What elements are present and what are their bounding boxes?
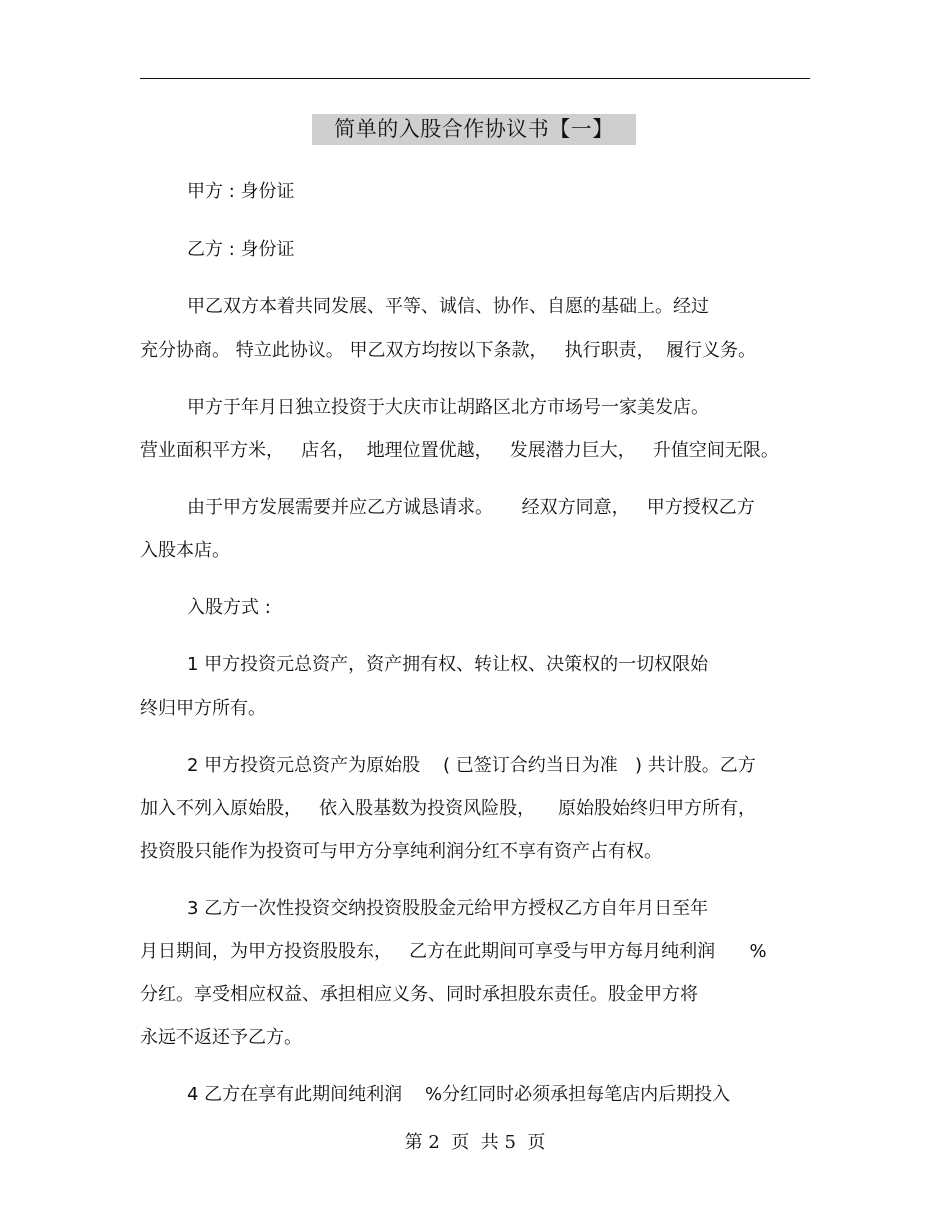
party-a-line: 甲方 : 身份证 xyxy=(187,181,295,202)
paragraph-line: 甲乙双方本着共同发展、平等、诚信、协作、自愿的基础上。经过 xyxy=(187,296,709,317)
header-rule xyxy=(140,78,810,79)
clause-3-line: 月日期间，为甲方投资股股东， 乙方在此期间可享受与甲方每月纯利润 % xyxy=(140,941,767,962)
clause-2-line: 2 甲方投资元总资产为原始股 ( 已签订合约当日为准 ) 共计股。乙方 xyxy=(187,755,756,776)
clause-4-line: 4 乙方在享有此期间纯利润 %分红同时必须承担每笔店内后期投入 xyxy=(187,1084,731,1105)
page-number: 第 2 页 共 5 页 xyxy=(404,1132,546,1153)
paragraph-line: 营业面积平方米， 店名， 地理位置优越， 发展潜力巨大， 升值空间无限。 xyxy=(140,440,779,461)
paragraph-line: 充分协商。 特立此协议。 甲乙双方均按以下条款， 执行职责， 履行义务。 xyxy=(140,340,757,361)
clause-2-line: 投资股只能作为投资可与甲方分享纯利润分红不享有资产占有权。 xyxy=(140,841,662,862)
clause-3-line: 分红。享受相应权益、承担相应义务、同时承担股东责任。股金甲方将 xyxy=(140,984,698,1005)
clause-2-line: 加入不列入原始股， 依入股基数为投资风险股， 原始股始终归甲方所有， xyxy=(140,798,757,819)
title-highlight xyxy=(312,114,636,145)
section-heading: 入股方式 : xyxy=(187,597,271,618)
clause-3-line: 永远不返还予乙方。 xyxy=(140,1027,302,1048)
clause-1-line: 1 甲方投资元总资产，资产拥有权、转让权、决策权的一切权限始 xyxy=(187,654,709,675)
clause-1-line: 终归甲方所有。 xyxy=(140,698,266,719)
clause-3-line: 3 乙方一次性投资交纳投资股股金元给甲方授权乙方自年月日至年 xyxy=(187,898,709,919)
paragraph-line: 入股本店。 xyxy=(140,540,230,561)
paragraph-line: 由于甲方发展需要并应乙方诚恳请求。 经双方同意， 甲方授权乙方 xyxy=(187,497,755,518)
paragraph-line: 甲方于年月日独立投资于大庆市让胡路区北方市场号一家美发店。 xyxy=(187,397,709,418)
party-b-line: 乙方 : 身份证 xyxy=(187,239,295,260)
document-title: 简单的入股合作协议书【一】 xyxy=(334,117,614,141)
